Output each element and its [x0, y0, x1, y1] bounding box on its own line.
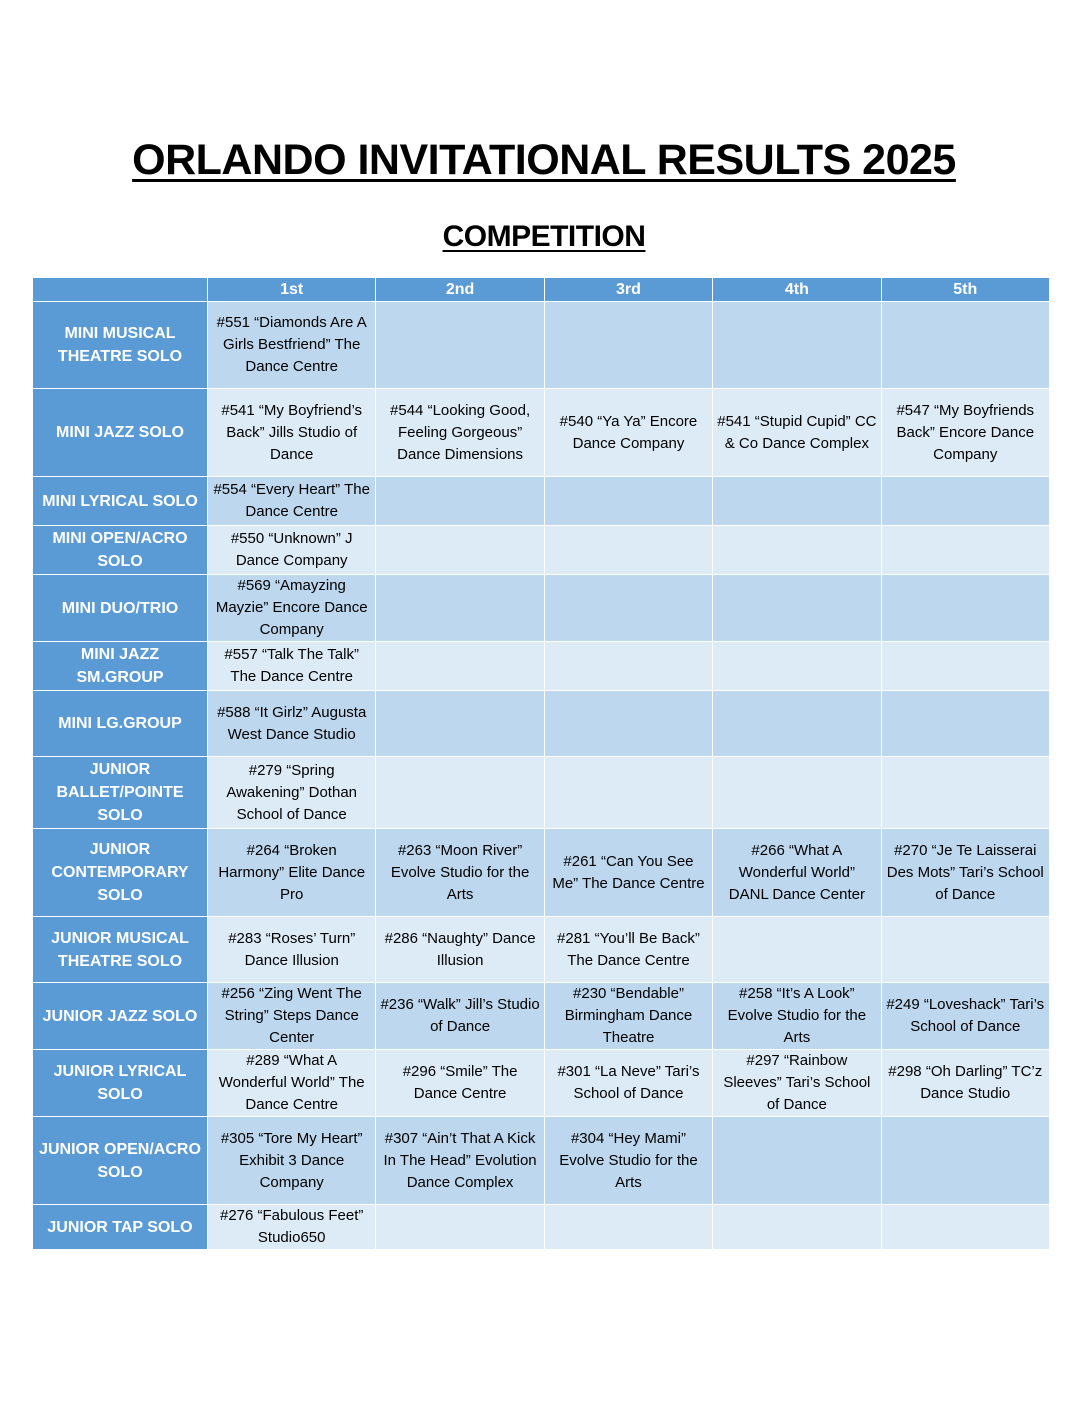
table-row [33, 1117, 1050, 1205]
table-row [33, 917, 1050, 983]
place-5th [881, 477, 1049, 526]
row-category: MINI LG.GROUP [33, 691, 208, 757]
place-2nd: #236 “Walk” Jill’s Studio of Dance [376, 983, 544, 1050]
header-1st: 1st [208, 278, 376, 302]
row-category: JUNIOR LYRICAL SOLO [33, 1050, 208, 1117]
table-row [33, 1050, 1050, 1117]
place-1st: #279 “Spring Awakening” Dothan School of Dance [208, 757, 376, 829]
place-5th [881, 642, 1049, 691]
place-5th [881, 917, 1049, 983]
place-4th [713, 477, 881, 526]
place-2nd: #544 “Looking Good, Feeling Gorgeous” Dance Dimensions [376, 389, 544, 477]
place-1st: #276 “Fabulous Feet” Studio650 [208, 1205, 376, 1250]
place-5th [881, 757, 1049, 829]
place-2nd [376, 575, 544, 642]
place-1st: #289 “What A Wonderful World” The Dance Centre [208, 1050, 376, 1117]
place-4th [713, 642, 881, 691]
table-row [33, 575, 1050, 642]
place-2nd [376, 757, 544, 829]
place-2nd [376, 1205, 544, 1250]
place-3rd [544, 477, 712, 526]
row-category: MINI JAZZ SM.GROUP [33, 642, 208, 691]
place-1st: #550 “Unknown” J Dance Company [208, 526, 376, 575]
row-category: JUNIOR JAZZ SOLO [33, 983, 208, 1050]
place-4th [713, 1205, 881, 1250]
place-1st: #551 “Diamonds Are A Girls Bestfriend” The Dance Centre [208, 302, 376, 389]
place-5th [881, 691, 1049, 757]
place-2nd [376, 691, 544, 757]
table-row [33, 983, 1050, 1050]
place-2nd [376, 526, 544, 575]
place-2nd [376, 642, 544, 691]
place-1st: #283 “Roses’ Turn” Dance Illusion [208, 917, 376, 983]
place-2nd [376, 302, 544, 389]
table-row [33, 757, 1050, 829]
place-1st: #588 “It Girlz” Augusta West Dance Studio [208, 691, 376, 757]
place-3rd [544, 575, 712, 642]
header-2nd: 2nd [376, 278, 544, 302]
place-3rd: #281 “You’ll Be Back” The Dance Centre [544, 917, 712, 983]
place-1st: #305 “Tore My Heart” Exhibit 3 Dance Company [208, 1117, 376, 1205]
place-4th [713, 575, 881, 642]
place-3rd [544, 526, 712, 575]
place-3rd: #540 “Ya Ya” Encore Dance Company [544, 389, 712, 477]
header-3rd: 3rd [544, 278, 712, 302]
place-4th: #258 “It’s A Look” Evolve Studio for the Arts [713, 983, 881, 1050]
row-category: MINI DUO/TRIO [33, 575, 208, 642]
place-5th [881, 575, 1049, 642]
place-3rd [544, 302, 712, 389]
place-5th: #547 “My Boyfriends Back” Encore Dance Company [881, 389, 1049, 477]
place-3rd [544, 691, 712, 757]
place-3rd: #304 “Hey Mami” Evolve Studio for the Arts [544, 1117, 712, 1205]
place-4th: #266 “What A Wonderful World” DANL Dance Center [713, 829, 881, 917]
place-5th [881, 302, 1049, 389]
place-4th [713, 302, 881, 389]
place-4th [713, 1117, 881, 1205]
place-1st: #256 “Zing Went The String” Steps Dance Center [208, 983, 376, 1050]
place-1st: #541 “My Boyfriend’s Back” Jills Studio of Dance [208, 389, 376, 477]
place-5th: #270 “Je Te Laisserai Des Mots” Tari’s School of Dance [881, 829, 1049, 917]
table-row [33, 691, 1050, 757]
place-1st: #569 “Amayzing Mayzie” Encore Dance Company [208, 575, 376, 642]
table-row [33, 1205, 1050, 1250]
row-category: JUNIOR BALLET/POINTE SOLO [33, 757, 208, 829]
place-5th [881, 1117, 1049, 1205]
header-5th: 5th [881, 278, 1049, 302]
place-1st: #554 “Every Heart” The Dance Centre [208, 477, 376, 526]
place-3rd [544, 757, 712, 829]
place-5th [881, 526, 1049, 575]
place-3rd [544, 642, 712, 691]
place-5th: #249 “Loveshack” Tari’s School of Dance [881, 983, 1049, 1050]
results-table [32, 277, 1050, 1250]
place-4th [713, 526, 881, 575]
place-2nd: #286 “Naughty” Dance Illusion [376, 917, 544, 983]
place-1st: #264 “Broken Harmony” Elite Dance Pro [208, 829, 376, 917]
place-4th [713, 917, 881, 983]
place-4th: #297 “Rainbow Sleeves” Tari’s School of Dance [713, 1050, 881, 1117]
place-4th: #541 “Stupid Cupid” CC & Co Dance Complex [713, 389, 881, 477]
row-category: MINI OPEN/ACRO SOLO [33, 526, 208, 575]
place-2nd [376, 477, 544, 526]
table-row [33, 302, 1050, 389]
place-5th [881, 1205, 1049, 1250]
place-3rd: #301 “La Neve” Tari’s School of Dance [544, 1050, 712, 1117]
row-category: JUNIOR MUSICAL THEATRE SOLO [33, 917, 208, 983]
place-2nd: #307 “Ain’t That A Kick In The Head” Evolution Dance Complex [376, 1117, 544, 1205]
table-row [33, 389, 1050, 477]
place-5th: #298 “Oh Darling” TC’z Dance Studio [881, 1050, 1049, 1117]
table-row [33, 642, 1050, 691]
header-4th: 4th [713, 278, 881, 302]
place-1st: #557 “Talk The Talk” The Dance Centre [208, 642, 376, 691]
place-2nd: #296 “Smile” The Dance Centre [376, 1050, 544, 1117]
place-4th [713, 757, 881, 829]
row-category: MINI MUSICAL THEATRE SOLO [33, 302, 208, 389]
section-subtitle: COMPETITION [442, 220, 646, 253]
row-category: JUNIOR CONTEMPORARY SOLO [33, 829, 208, 917]
place-2nd: #263 “Moon River” Evolve Studio for the Arts [376, 829, 544, 917]
place-3rd [544, 1205, 712, 1250]
place-3rd: #261 “Can You See Me” The Dance Centre [544, 829, 712, 917]
row-category: JUNIOR OPEN/ACRO SOLO [33, 1117, 208, 1205]
row-category: JUNIOR TAP SOLO [33, 1205, 208, 1250]
page-title: ORLANDO INVITATIONAL RESULTS 2025 [132, 136, 956, 184]
table-row [33, 526, 1050, 575]
table-row [33, 829, 1050, 917]
header-category [33, 278, 208, 302]
row-category: MINI JAZZ SOLO [33, 389, 208, 477]
header-row [33, 278, 1050, 302]
table-row [33, 477, 1050, 526]
place-3rd: #230 “Bendable” Birmingham Dance Theatre [544, 983, 712, 1050]
row-category: MINI LYRICAL SOLO [33, 477, 208, 526]
place-4th [713, 691, 881, 757]
